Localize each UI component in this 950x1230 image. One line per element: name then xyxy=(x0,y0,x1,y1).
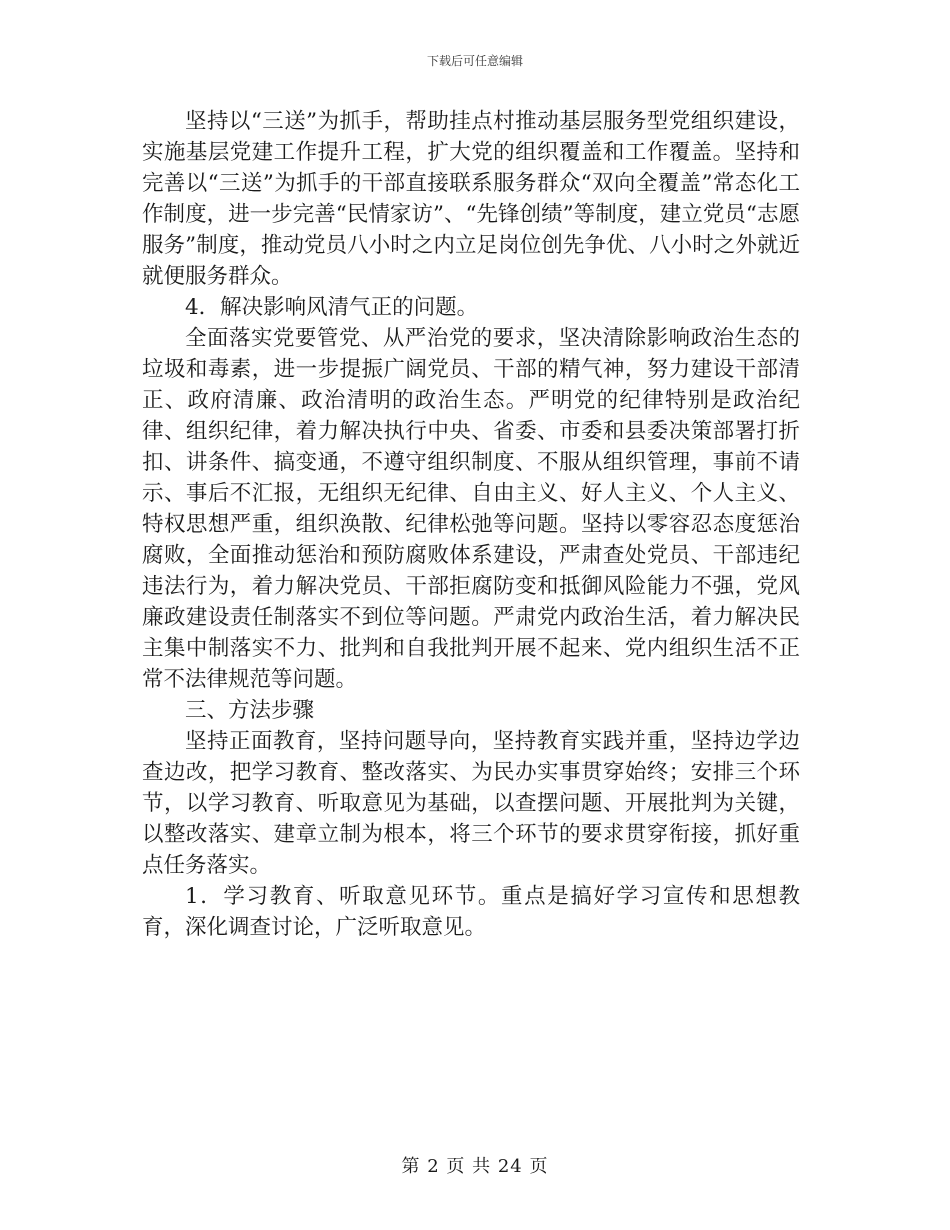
section-heading-methods: 三、方法步骤 xyxy=(185,698,315,723)
paragraph-step-1: 1．学习教育、听取意见环节。重点是搞好学习宣传和思想教育，深化调查讨论，广泛听取意见。 xyxy=(142,884,800,940)
paragraph-discipline: 全面落实党要管党、从严治党的要求，坚决清除影响政治生态的垃圾和毒素，进一步提振广阔党员、干部的精气神，努力建设干部清正、政府清廉、政治清明的政治生态。严明党的纪律特别是政治纪律、组织纪律，着力解决执行中央、省委、市委和县委决策部署打折扣、讲条件、搞变通，不遵守组织制度、不服从组织管理，事前不请示、事后不汇报，无组织无纪律、自由主义、好人主义、个人主义、特权思想严重，组织涣散、纪律松弛等问题。坚持以零容忍态度惩治腐败，全面推动惩治和预防腐败体系建设，严肃查处党员、干部违纪违法行为，着力解决党员、干部拒腐防变和抵御风险能力不强，党风廉政建设责任制落实不到位等问题。严肃党内政治生活，着力解决民主集中制落实不力、批判和自我批判开展不起来、党内组织生活不正常不法律规范等问题。 xyxy=(142,326,800,692)
page-number: 第 2 页 共 24 页 xyxy=(401,1156,549,1177)
paragraph-party-building: 坚持以“三送”为抓手，帮助挂点村推动基层服务型党组织建设，实施基层党建工作提升工程，扩大党的组织覆盖和工作覆盖。坚持和完善以“三送”为抓手的干部直接联系服务群众“双向全覆盖”常态化工作制度，进一步完善“民情家访”、“先锋创绩”等制度，建立党员“志愿服务”制度，推动党员八小时之内立足岗位创先争优、八小时之外就近就便服务群众。 xyxy=(142,109,800,289)
paragraph-methods: 坚持正面教育，坚持问题导向，坚持教育实践并重，坚持边学边查边改，把学习教育、整改落实、为民办实事贯穿始终；安排三个环节，以学习教育、听取意见为基础，以查摆问题、开展批判为关键，以整改落实、建章立制为根本，将三个环节的要求贯穿衔接，抓好重点任务落实。 xyxy=(142,729,800,878)
page-header-note: 下载后可任意编辑 xyxy=(426,54,523,68)
heading-item-4: 4．解决影响风清气正的问题。 xyxy=(185,295,479,320)
document-body xyxy=(142,106,800,943)
